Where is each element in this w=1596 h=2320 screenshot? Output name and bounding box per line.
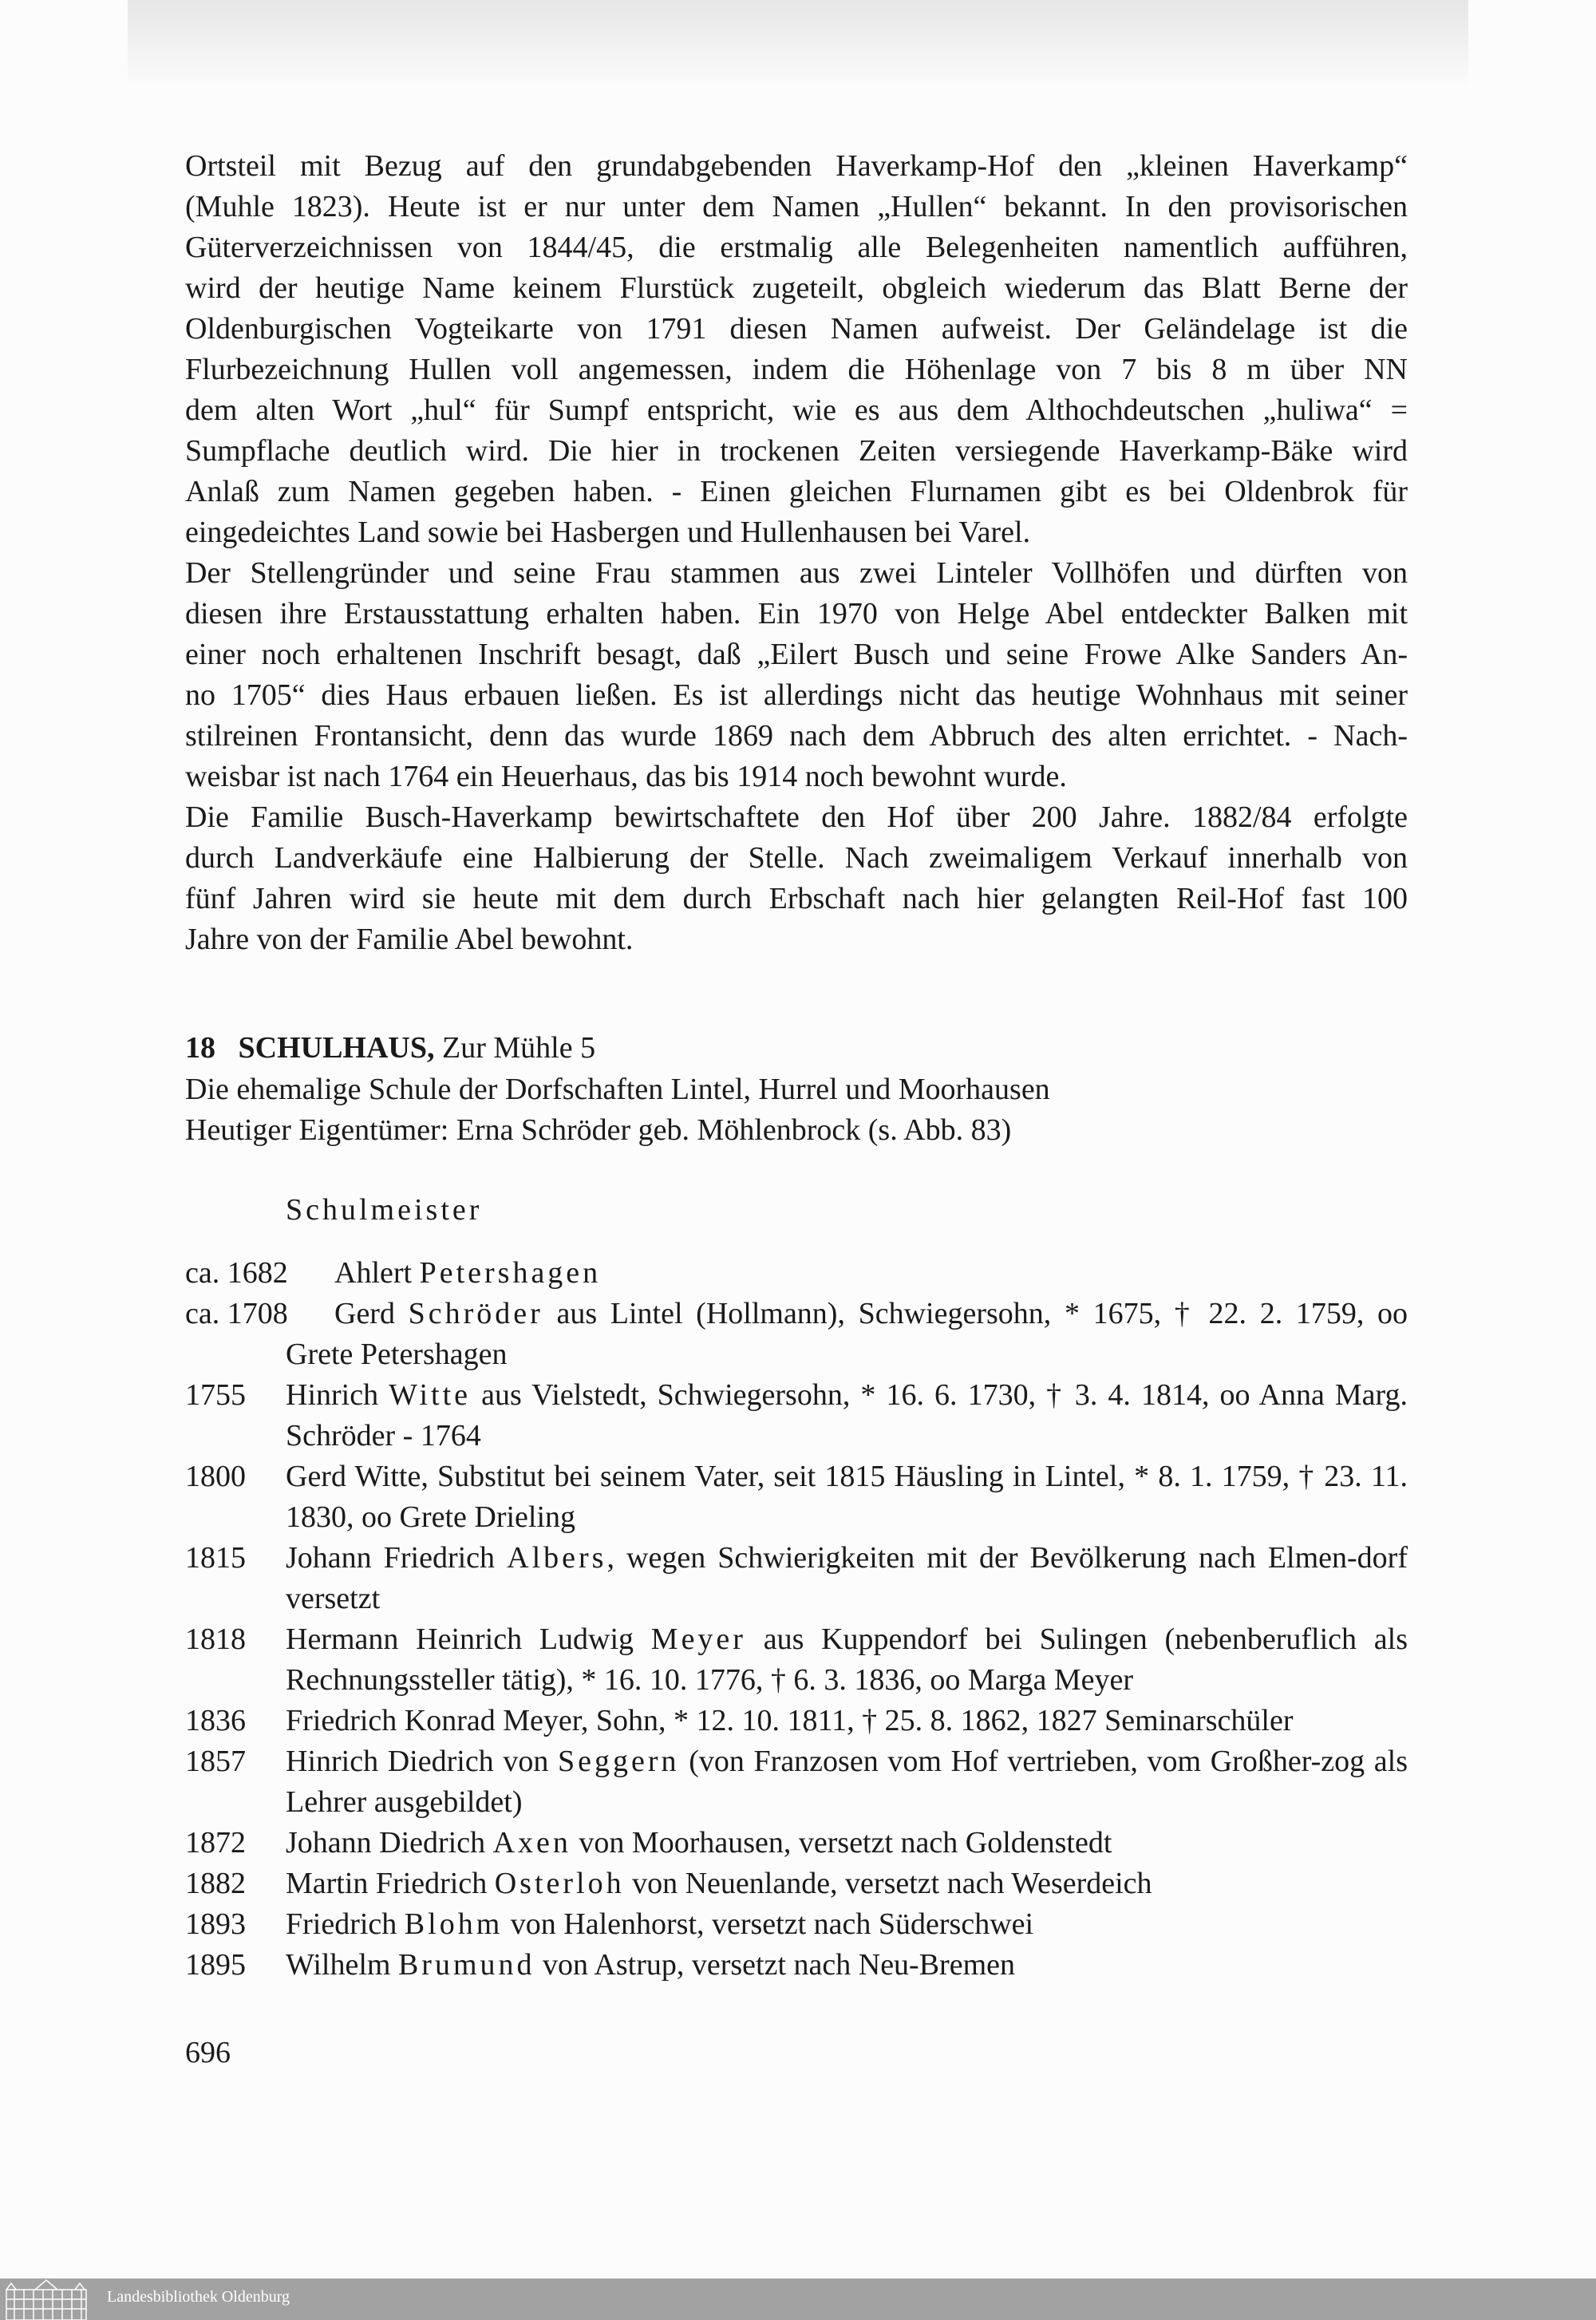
entry-text: aus Kuppendorf bei Sulingen (nebenberuflich als Rechnungssteller tätig), * 16. 10. 1776, † 6. 3. 1836, oo Marga Meyer xyxy=(286,1622,1408,1697)
section-owner: Heutiger Eigentümer: Erna Schröder geb. Möhlenbrock (s. Abb. 83) xyxy=(185,1113,1012,1147)
entry-year: 1857 xyxy=(185,1745,246,1778)
list-item xyxy=(185,1945,1408,1986)
library-building-icon xyxy=(5,2279,88,2320)
section-subtitle-block xyxy=(185,1069,1408,1151)
list-item xyxy=(185,1823,1408,1864)
entry-text: Friedrich xyxy=(286,1907,405,1941)
entry-year: 1882 xyxy=(185,1867,246,1900)
text-line: dem alten Wort „hul“ für Sumpf entspricht, wie es aus dem Althochdeutschen „huliwa“ = xyxy=(185,393,1408,427)
scan-shadow xyxy=(128,0,1468,88)
entry-text: Gerd Witte, Substitut bei seinem Vater, seit 1815 Häusling in Lintel, * 8. 1. 1759, † 23. 11. 1830, oo Grete Drieling xyxy=(286,1460,1408,1534)
section-address: Zur Mühle 5 xyxy=(442,1031,596,1065)
entry-text: , wegen Schwierigkeiten mit der Bevölkerung nach Elmen-dorf versetzt xyxy=(286,1541,1408,1615)
entry-year: 1836 xyxy=(185,1704,246,1737)
entry-text: Hermann Heinrich Ludwig xyxy=(286,1622,651,1656)
list-heading: Schulmeister xyxy=(286,1193,483,1227)
entry-year: 1818 xyxy=(185,1622,246,1656)
text-line: no 1705“ dies Haus erbauen ließen. Es ist allerdings nicht das heutige Wohnhaus mit seiner xyxy=(185,678,1408,712)
list-item xyxy=(185,1701,1408,1741)
section-title: SCHULHAUS, xyxy=(238,1031,435,1065)
entry-surname: Brumund xyxy=(397,1948,535,1982)
text-line: Die Familie Busch-Haverkamp bewirtschaftete den Hof über 200 Jahre. 1882/84 erfolgte xyxy=(185,800,1408,834)
text-line: eingedeichtes Land sowie bei Hasbergen und Hullenhausen bei Varel. xyxy=(185,516,1031,549)
entry-text: Martin Friedrich xyxy=(286,1867,495,1900)
entry-text: von Neuenlande, versetzt nach Weserdeich xyxy=(624,1867,1152,1900)
entry-text: Friedrich Konrad Meyer, Sohn, * 12. 10. 1811, † 25. 8. 1862, 1827 Seminarschüler xyxy=(286,1704,1294,1737)
text-line: (Muhle 1823). Heute ist er nur unter dem Namen „Hullen“ bekannt. In den provisorischen xyxy=(185,190,1408,223)
body-text xyxy=(185,146,1408,960)
entry-year: ca. 1708 xyxy=(185,1297,288,1330)
text-line: Sumpflache deutlich wird. Die hier in trockenen Zeiten versiegende Haverkamp-Bäke wird xyxy=(185,434,1408,468)
text-line: stilreinen Frontansicht, denn das wurde 1869 nach dem Abbruch des alten errichtet. - Nach- xyxy=(185,719,1408,753)
page-number: 696 xyxy=(185,2036,231,2069)
section-number: 18 xyxy=(185,1031,215,1065)
text-line: Oldenburgischen Vogteikarte von 1791 diesen Namen aufweist. Der Geländelage ist die xyxy=(185,312,1408,346)
section-subtitle: Die ehemalige Schule der Dorfschaften Lintel, Hurrel und Moorhausen xyxy=(185,1073,1050,1106)
text-line: Jahre von der Familie Abel bewohnt. xyxy=(185,923,634,956)
entry-year: 1893 xyxy=(185,1907,246,1941)
entry-text: Gerd xyxy=(334,1297,409,1330)
schoolmaster-list xyxy=(185,1253,1408,1986)
list-item xyxy=(185,1375,1408,1456)
entry-year: 1872 xyxy=(185,1826,246,1860)
entry-surname: Albers xyxy=(507,1541,607,1575)
entry-text: Johann Diedrich xyxy=(286,1826,493,1860)
entry-year: 1895 xyxy=(185,1948,246,1982)
entry-surname: Petershagen xyxy=(419,1256,602,1290)
text-line: Güterverzeichnissen von 1844/45, die erstmalig alle Belegenheiten namentlich aufführen, xyxy=(185,231,1408,264)
entry-surname: Blohm xyxy=(404,1907,504,1941)
entry-text: von Halenhorst, versetzt nach Süderschwei xyxy=(503,1907,1034,1941)
list-item xyxy=(185,1741,1408,1823)
text-line: Flurbezeichnung Hullen voll angemessen, indem die Höhenlage von 7 bis 8 m über NN xyxy=(185,353,1408,386)
list-item xyxy=(185,1864,1408,1904)
paragraph xyxy=(185,146,1408,553)
entry-text: Hinrich xyxy=(286,1378,389,1412)
entry-text: Johann Friedrich xyxy=(286,1541,508,1575)
entry-text: (von Franzosen vom Hof vertrieben, vom Großher-zog als Lehrer ausgebildet) xyxy=(286,1745,1408,1819)
text-line: einer noch erhaltenen Inschrift besagt, daß „Eilert Busch und seine Frowe Alke Sanders An- xyxy=(185,638,1408,671)
paragraph xyxy=(185,797,1408,960)
text-line: durch Landverkäufe eine Halbierung der Stelle. Nach zweimaligem Verkauf innerhalb von xyxy=(185,841,1408,875)
entry-surname: Witte xyxy=(389,1378,472,1412)
entry-surname: Schröder xyxy=(408,1297,543,1330)
entry-surname: Meyer xyxy=(650,1622,746,1656)
text-line: wird der heutige Name keinem Flurstück zugeteilt, obgleich wiederum das Blatt Berne der xyxy=(185,271,1408,305)
list-item xyxy=(185,1619,1408,1701)
entry-text: Wilhelm xyxy=(286,1948,398,1982)
entry-year: 1800 xyxy=(185,1460,246,1493)
list-item xyxy=(185,1538,1408,1619)
entry-text: aus Vielstedt, Schwiegersohn, * 16. 6. 1730, † 3. 4. 1814, oo Anna Marg. Schröder - 1764 xyxy=(286,1378,1408,1452)
text-line: Anlaß zum Namen gegeben haben. - Einen gleichen Flurnamen gibt es bei Oldenbrok für xyxy=(185,475,1408,508)
footer-label: Landesbibliothek Oldenburg xyxy=(107,2288,290,2306)
entry-text: von Astrup, versetzt nach Neu-Bremen xyxy=(535,1948,1016,1982)
list-item xyxy=(185,1253,1408,1294)
list-item xyxy=(185,1904,1408,1945)
entry-text: Ahlert xyxy=(334,1256,420,1290)
text-line: Der Stellengründer und seine Frau stammen aus zwei Linteler Vollhöfen und dürften von xyxy=(185,556,1408,590)
list-item xyxy=(185,1456,1408,1538)
text-line: fünf Jahren wird sie heute mit dem durch Erbschaft nach hier gelangten Reil-Hof fast 100 xyxy=(185,882,1408,915)
entry-surname: Axen xyxy=(492,1826,571,1860)
list-item xyxy=(185,1294,1408,1375)
entry-year: 1815 xyxy=(185,1541,246,1575)
entry-year: 1755 xyxy=(185,1378,246,1412)
text-line: Ortsteil mit Bezug auf den grundabgebenden Haverkamp-Hof den „kleinen Haverkamp“ xyxy=(185,149,1408,183)
entry-surname: Osterloh xyxy=(494,1867,625,1900)
entry-text: aus Lintel (Hollmann), Schwiegersohn, * 1675, † 22. 2. 1759, oo Grete Petershagen xyxy=(286,1297,1408,1371)
entry-text: von Moorhausen, versetzt nach Goldenstedt xyxy=(571,1826,1112,1860)
entry-text: Hinrich Diedrich von xyxy=(286,1745,559,1778)
entry-year: ca. 1682 xyxy=(185,1256,288,1290)
text-line: weisbar ist nach 1764 ein Heuerhaus, das bis 1914 noch bewohnt wurde. xyxy=(185,760,1067,793)
text-line: diesen ihre Erstausstattung erhalten haben. Ein 1970 von Helge Abel entdeckter Balken mit xyxy=(185,597,1408,630)
section-heading xyxy=(185,1028,1408,1069)
footer-bar xyxy=(0,2279,1596,2320)
entry-surname: Seggern xyxy=(558,1745,680,1778)
paragraph xyxy=(185,553,1408,797)
